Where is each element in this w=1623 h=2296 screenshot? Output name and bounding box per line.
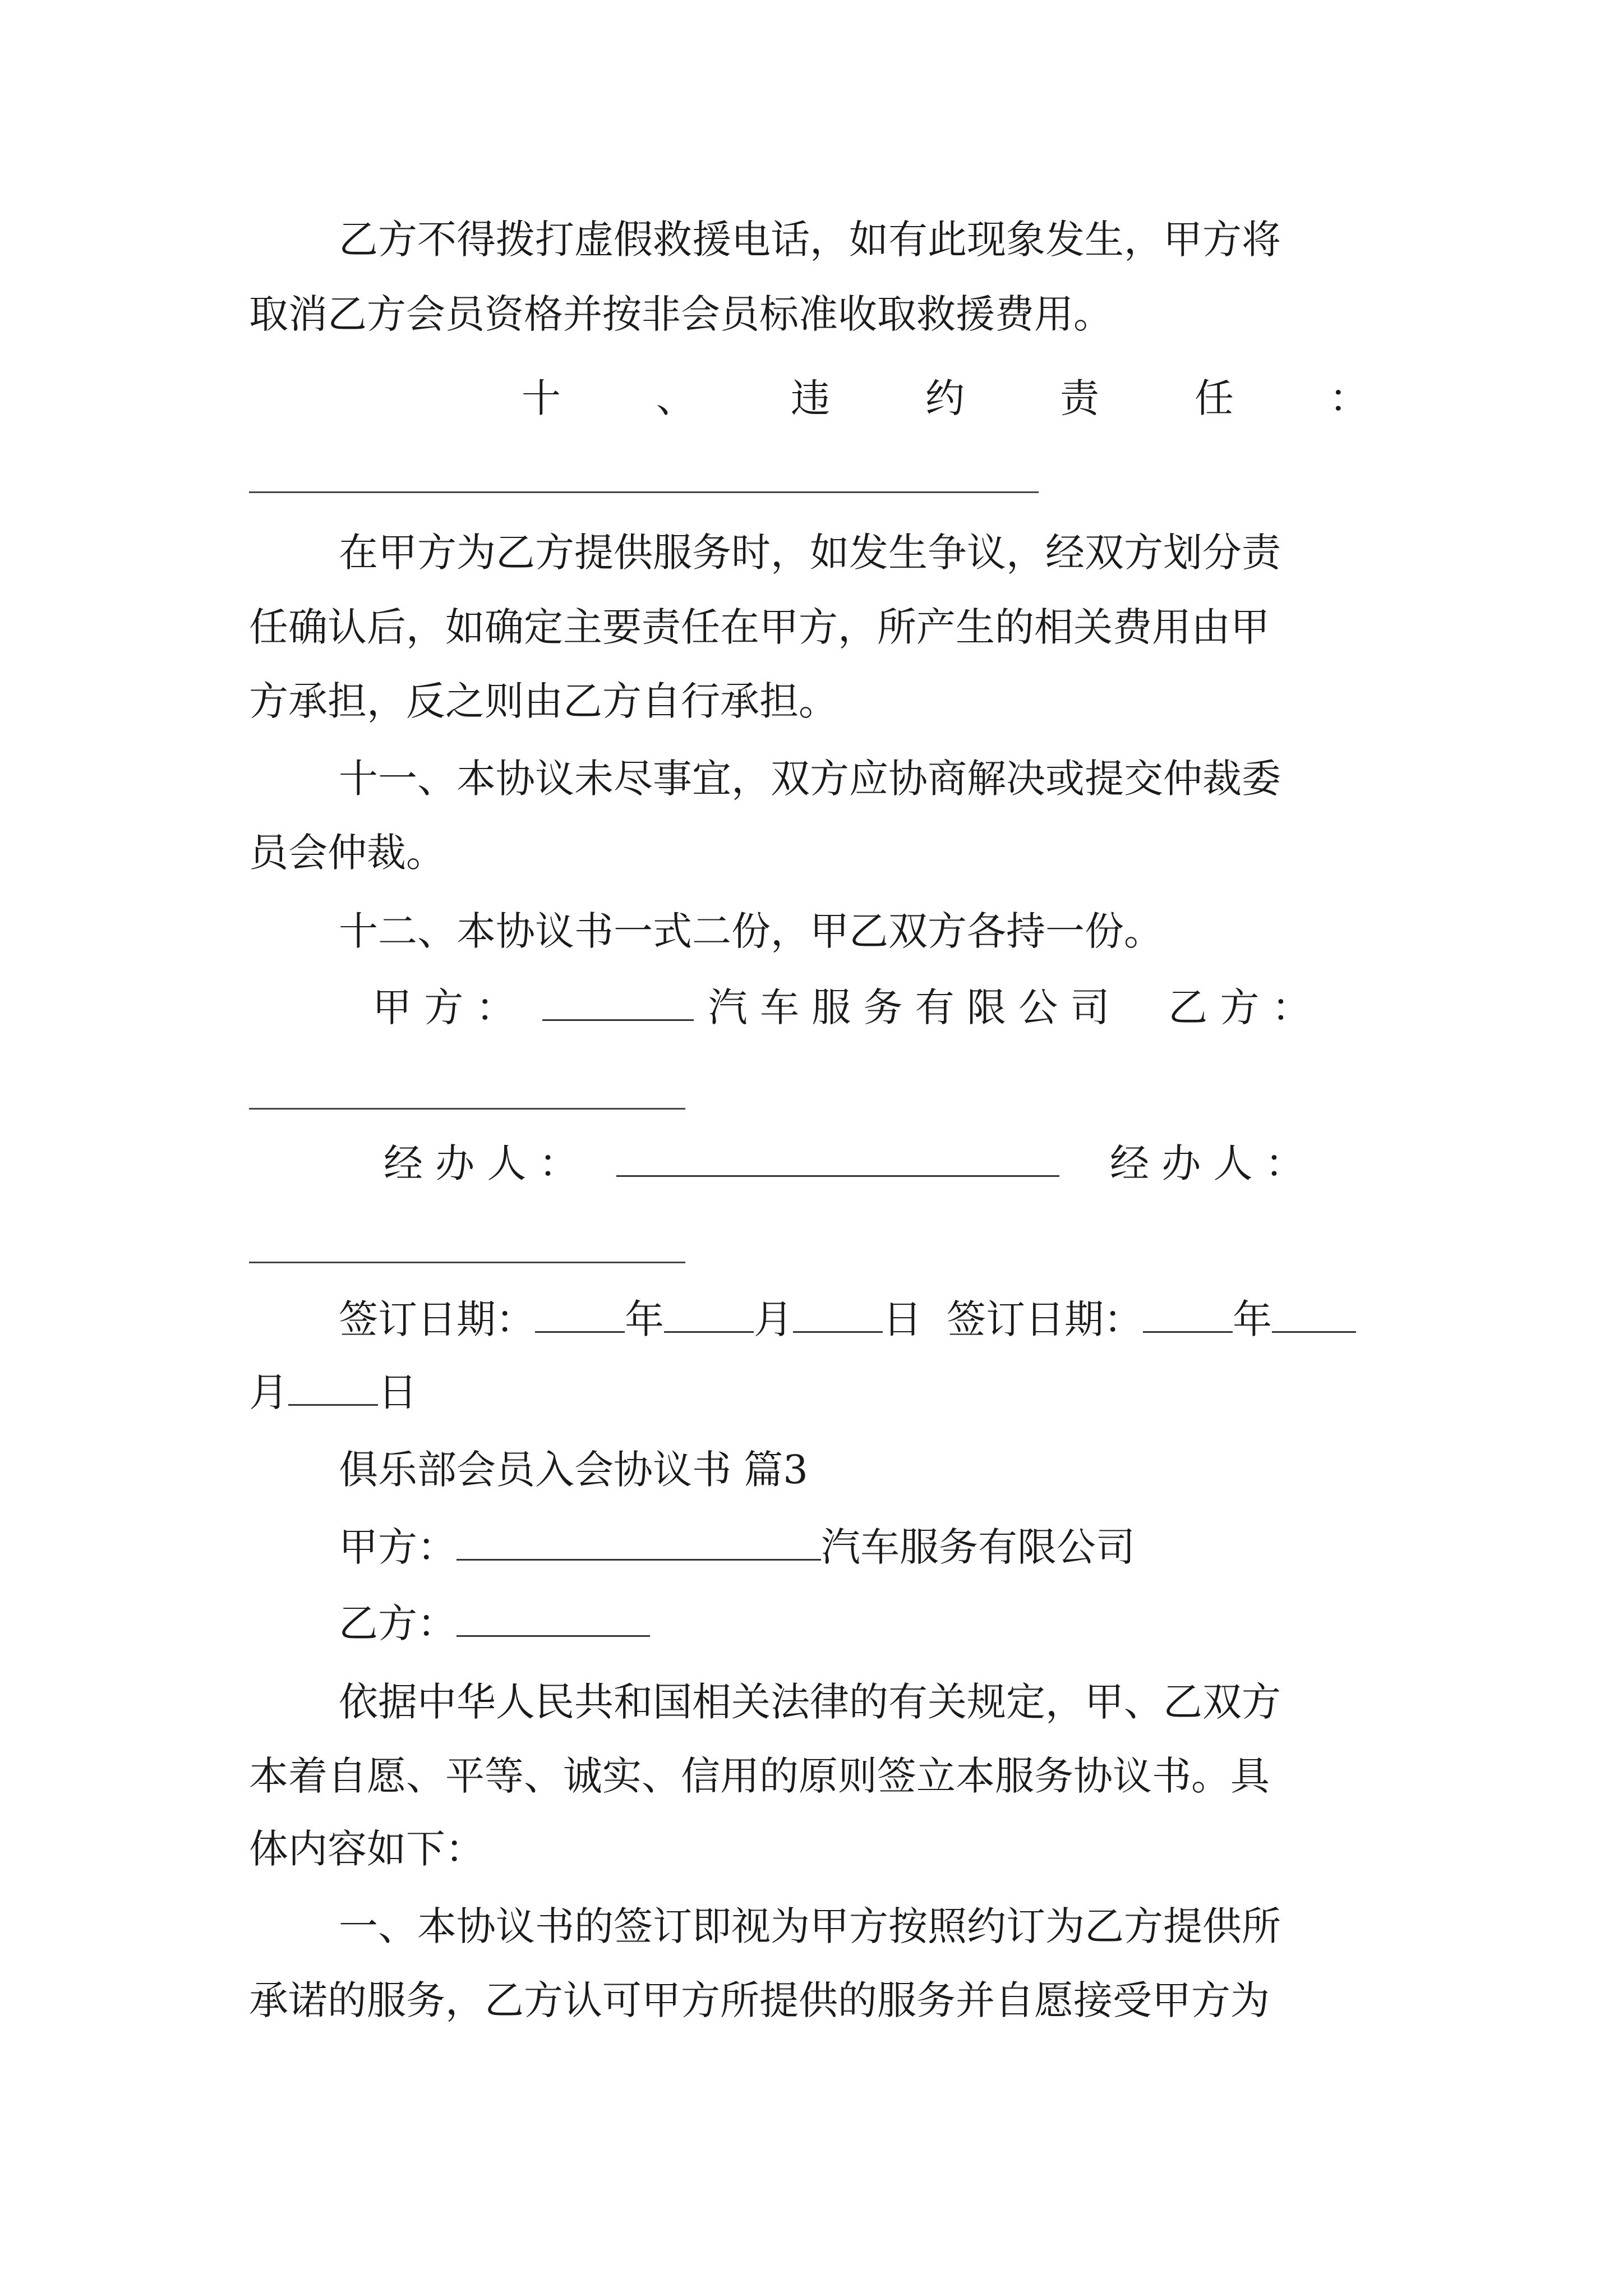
text-line: 一、本协议书的签订即视为甲方按照约订为乙方提供所 xyxy=(339,1903,1281,1949)
blank-field xyxy=(1143,1296,1233,1333)
text-line: 在甲方为乙方提供服务时，如发生争议，经双方划分责 xyxy=(339,530,1281,576)
company-name: 汽 车 服 务 有 限 公 司 xyxy=(708,984,1110,1030)
sign-date-label: 签订日期： xyxy=(339,1296,535,1342)
signature-party-line xyxy=(372,979,1311,1036)
blank-field xyxy=(664,1296,754,1333)
blank-field xyxy=(1272,1296,1356,1333)
party-b-line xyxy=(339,1595,650,1651)
text-line: 十二、本协议书一式二份，甲乙双方各持一份。 xyxy=(339,908,1163,954)
blank-field xyxy=(457,1600,650,1637)
blank-field xyxy=(457,1524,821,1561)
text-line: 员会仲裁。 xyxy=(249,830,445,876)
blank-field xyxy=(793,1296,883,1333)
fill-in-line xyxy=(249,1108,685,1110)
agent-b-label: 经 办 人 ： xyxy=(1110,1140,1304,1186)
party-b-label: 乙 方 ： xyxy=(1168,984,1311,1030)
blank-field xyxy=(616,1140,1059,1177)
fill-in-line xyxy=(249,491,1039,493)
text-line: 取消乙方会员资格并按非会员标准收取救援费用。 xyxy=(249,291,1113,337)
agent-a-label: 经 办 人 ： xyxy=(384,1140,578,1186)
sign-date-line: 签订日期： 年 月 日 签订日期： 年 xyxy=(339,1291,1356,1347)
blank-field xyxy=(288,1369,378,1406)
sign-date-line-cont: 月 日 xyxy=(249,1369,417,1415)
fill-in-line xyxy=(249,1262,685,1263)
party-a-line xyxy=(339,1519,1135,1575)
text-line: 乙方不得拨打虚假救援电话，如有此现象发生，甲方将 xyxy=(339,217,1281,263)
blank-field xyxy=(542,984,694,1021)
text-line: 方承担，反之则由乙方自行承担。 xyxy=(249,678,838,724)
text-line: 十一、本协议未尽事宜，双方应协商解决或提交仲裁委 xyxy=(339,756,1281,802)
section-heading: 十 、 违 约 责 任 ： xyxy=(522,375,1368,421)
company-name: 汽车服务有限公司 xyxy=(821,1524,1135,1570)
party-a-label: 甲方： xyxy=(339,1524,457,1570)
document-title: 俱乐部会员入会协议书 篇3 xyxy=(339,1447,808,1493)
blank-field xyxy=(535,1296,625,1333)
sign-date-label: 签订日期： xyxy=(947,1296,1143,1342)
text-line: 本着自愿、平等、诚实、信用的原则签立本服务协议书。具 xyxy=(249,1753,1270,1799)
text-line: 依据中华人民共和国相关法律的有关规定，甲、乙双方 xyxy=(339,1679,1281,1725)
text-line: 任确认后，如确定主要责任在甲方，所产生的相关费用由甲 xyxy=(249,604,1270,650)
agent-line xyxy=(384,1135,1304,1191)
party-b-label: 乙方： xyxy=(339,1600,457,1646)
party-a-label: 甲 方 ： xyxy=(372,984,515,1030)
text-line: 承诺的服务，乙方认可甲方所提供的服务并自愿接受甲方为 xyxy=(249,1977,1270,2023)
text-line: 体内容如下： xyxy=(249,1826,485,1872)
